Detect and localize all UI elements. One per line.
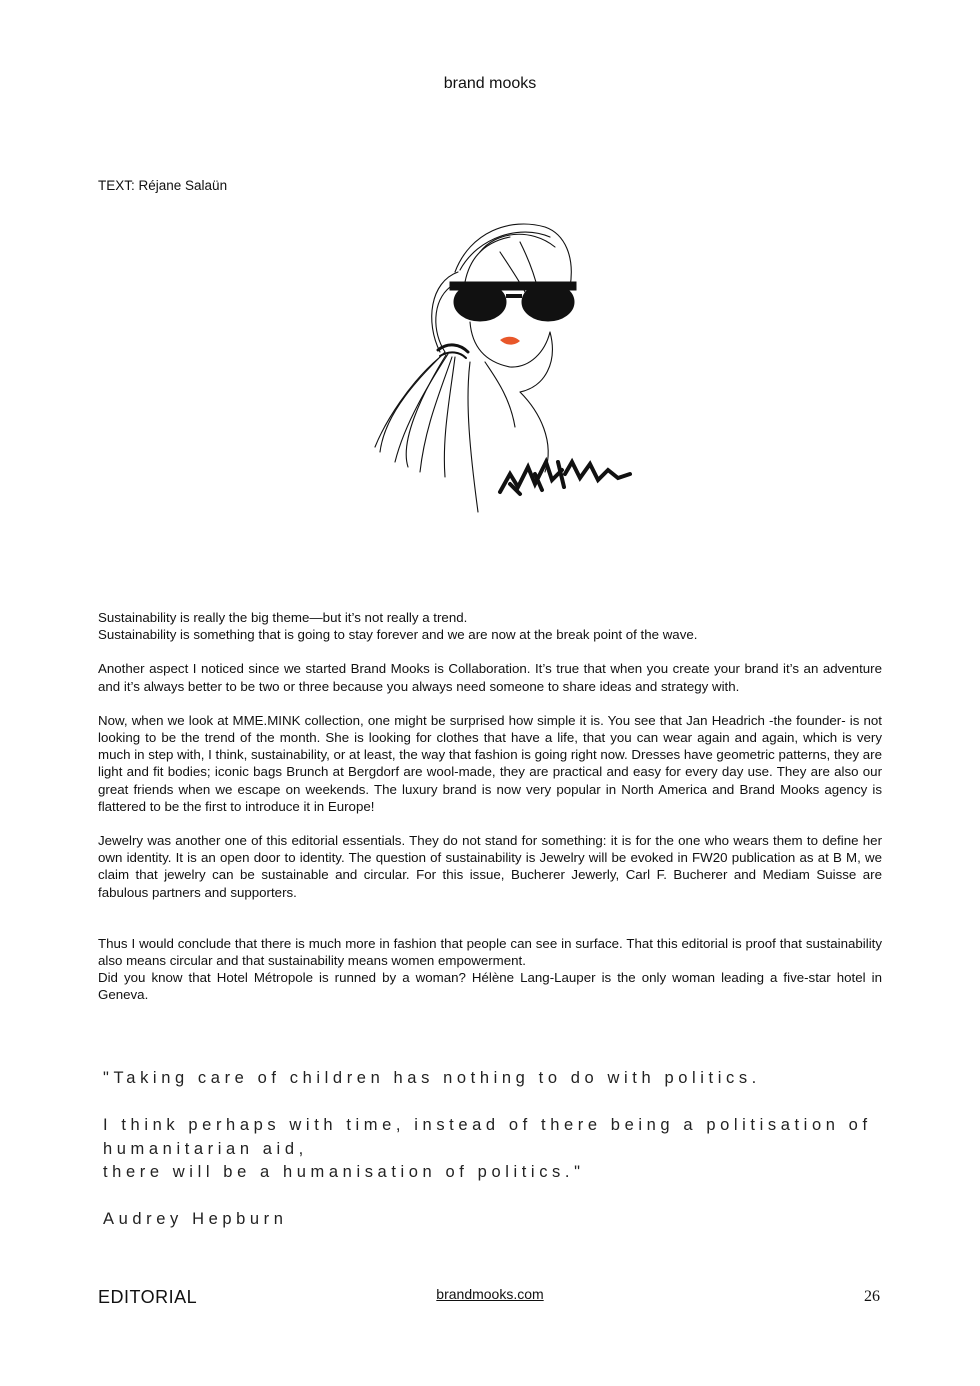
fashion-sketch-woman-sunglasses-icon xyxy=(360,212,650,522)
fashion-illustration xyxy=(360,212,650,522)
article-paragraph: Another aspect I noticed since we started Brand Mooks is Collaboration. It’s true that when you create your brand it’s an adventure and it’s always better to be two or three because you always need someone to share ideas and strategy with. xyxy=(98,661,882,694)
article-paragraph: Sustainability is something that is going to stay forever and we are now at the break point of the wave. xyxy=(98,627,698,643)
article-paragraph: Now, when we look at MME.MINK collection, one might be surprised how simple it is. You see that Jan Headrich -the founder- is not looking to be the trend of the month. She is looking for clothes that have a life, that you can wear again and again, which is very much in step with, I think, sustainability, or at least, the way that fashion is going right now. Dresses have geometric patterns, they are light and fit bodies; iconic bags Brunch at Bergdorf are wool-made, they are practical and easy for every day use. They are also our great friends when we escape on weekends. The luxury brand is now very popular in North America and Brand Mooks agency is flattered to be the first to introduce it in Europe! xyxy=(98,712,882,814)
quote-line: "Taking care of children has nothing to do with politics. xyxy=(103,1069,761,1087)
article-paragraph: Sustainability is really the big theme—but it’s not really a trend. xyxy=(98,610,468,625)
footer-website-link[interactable]: brandmooks.com xyxy=(436,1286,544,1302)
article-paragraph: Jewelry was another one of this editorial essentials. They do not stand for something: it is for the one who wears them to define her own identity. It is an open door to identity. The question of sustainability is Jewelry will be evoked in FW20 publication as at B M, we claim that jewelry can be sustainable and circular. For this issue, Bucherer Jewerly, Carl F. Bucherer and Mediam Suisse are fabulous partners and supporters. xyxy=(98,833,882,900)
quote-line: I think perhaps with time, instead of there being a politisation of humanitarian aid, xyxy=(103,1116,872,1158)
quote-author: Audrey Hepburn xyxy=(103,1210,288,1228)
footer-section: EDITORIAL xyxy=(98,1287,198,1307)
article-body xyxy=(98,609,882,1004)
article-paragraph: Thus I would conclude that there is much more in fashion that people can see in surface. That this editorial is proof that sustainability also means circular and that sustainability means women empowerment. xyxy=(98,935,882,969)
pull-quote xyxy=(103,1067,903,1232)
article-paragraph: Did you know that Hotel Métropole is runned by a woman? Hélène Lang-Lauper is the only woman leading a five-star hotel in Geneva. xyxy=(98,970,882,1003)
page-number: 26 xyxy=(864,1288,880,1305)
header-brand: brand mooks xyxy=(443,75,537,92)
quote-line: there will be a humanisation of politics." xyxy=(103,1163,585,1181)
author-credit: TEXT: Réjane Salaün xyxy=(98,178,228,193)
